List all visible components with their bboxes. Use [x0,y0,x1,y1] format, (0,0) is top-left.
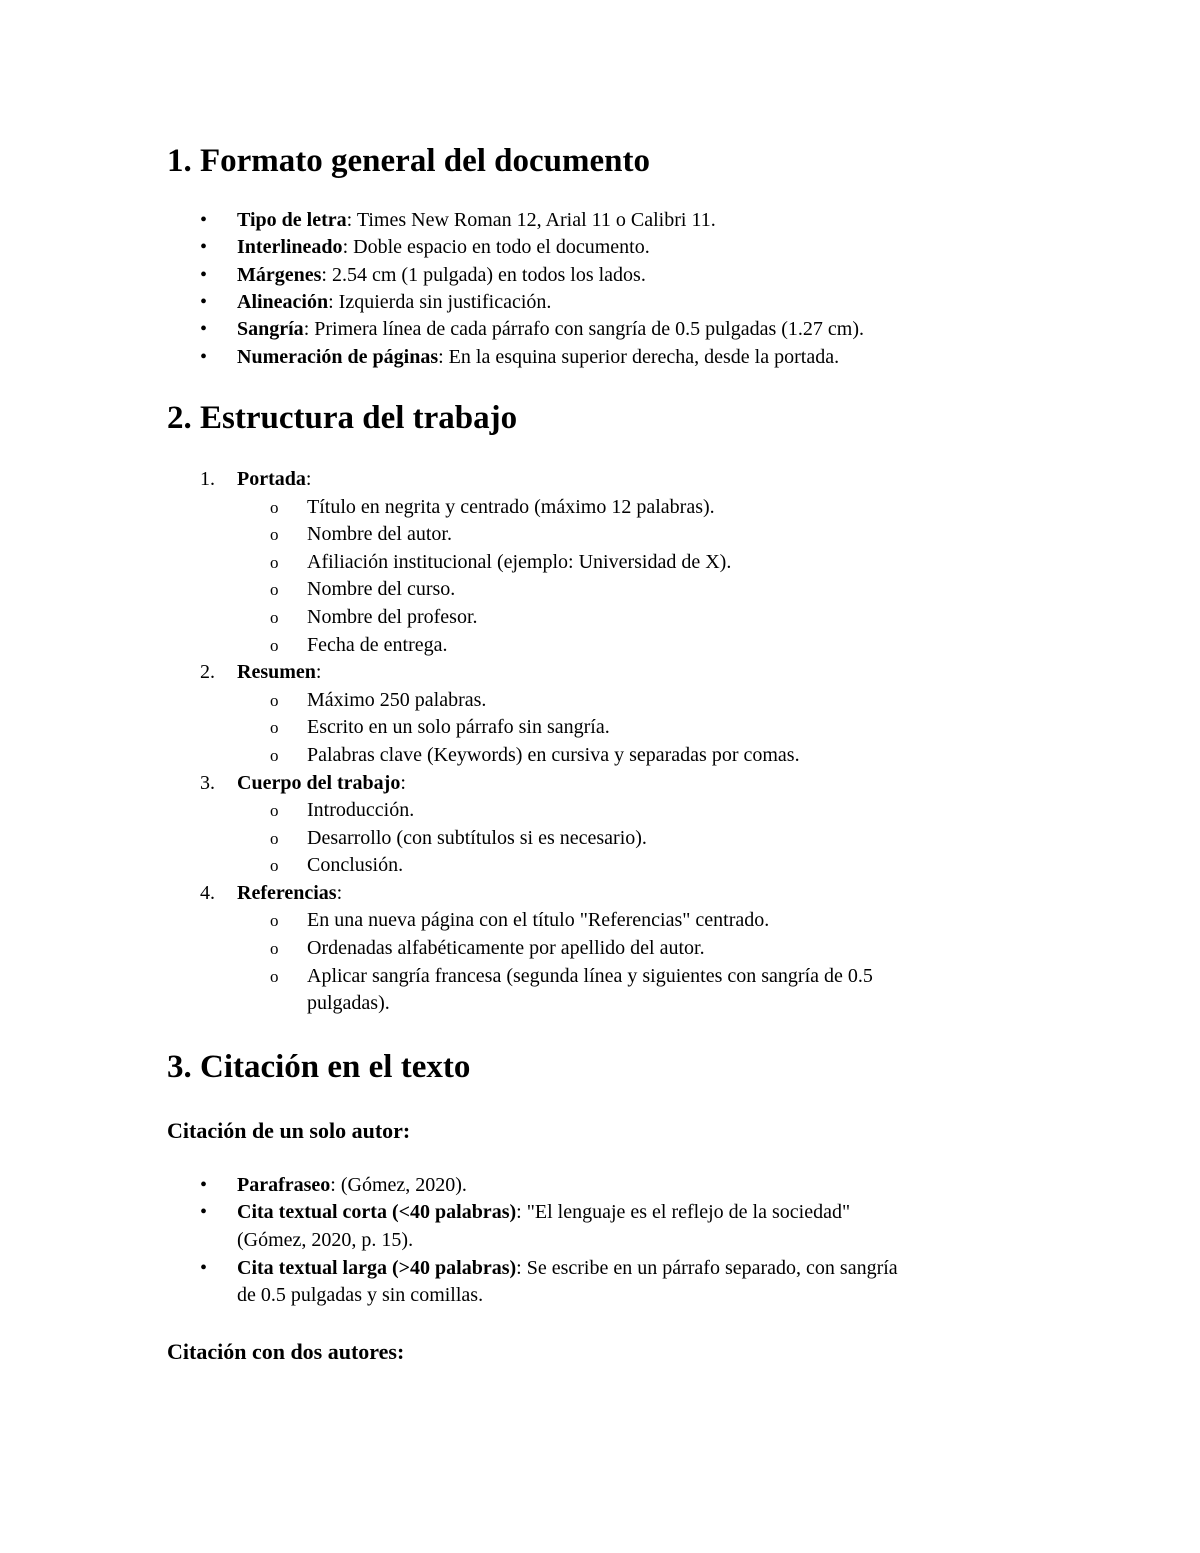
item-text: : Izquierda sin justificación. [328,291,552,313]
bullet-glyph: • [200,264,208,286]
sublist-item: Aplicar sangría francesa (segunda línea y siguientes con sangría de 0.5 [307,965,873,987]
item-text: : Se escribe en un párrafo separado, con sangría [516,1257,898,1279]
item-colon: : [305,468,312,490]
list-item [237,880,342,907]
list-number: 3. [200,772,215,794]
circle-bullet: o [270,553,279,572]
bullet-glyph: • [200,291,208,313]
circle-bullet: o [270,746,279,765]
sublist-item: Máximo 250 palabras. [307,689,487,711]
item-label: Cita textual larga (>40 palabras) [237,1257,517,1279]
item-label: Interlineado [237,236,343,258]
circle-bullet: o [270,856,279,875]
sublist-item: Nombre del autor. [307,523,452,545]
sublist-item: Ordenadas alfabéticamente por apellido del autor. [307,937,705,959]
sublist-item: Fecha de entrega. [307,634,448,656]
subsection-heading: Citación de un solo autor: [167,1118,411,1143]
circle-bullet: o [270,829,279,848]
sublist-item: Introducción. [307,799,415,821]
circle-bullet: o [270,608,279,627]
item-text: : Primera línea de cada párrafo con sangría de 0.5 pulgadas (1.27 cm). [303,318,865,340]
list-item [237,659,321,686]
item-colon: : [315,661,322,683]
circle-bullet: o [270,525,279,544]
bullet-glyph: • [200,318,208,340]
item-label: Márgenes [237,264,322,286]
subsection-heading: Citación con dos autores: [167,1339,405,1364]
item-text: : Doble espacio en todo el documento. [342,236,650,258]
list-item [237,289,551,316]
list-item-continuation: (Gómez, 2020, p. 15). [237,1229,414,1251]
sublist-item: Conclusión. [307,854,404,876]
item-label: Portada [237,468,306,490]
bullet-glyph: • [200,209,208,231]
sublist-item-continuation: pulgadas). [307,992,390,1014]
item-label: Cuerpo del trabajo [237,772,401,794]
list-item [237,1199,850,1226]
list-item [237,316,864,343]
circle-bullet: o [270,691,279,710]
item-label: Parafraseo [237,1174,331,1196]
list-number: 2. [200,661,215,683]
sublist-item: Desarrollo (con subtítulos si es necesario). [307,827,647,849]
circle-bullet: o [270,580,279,599]
item-text: : Times New Roman 12, Arial 11 o Calibri 11. [346,209,716,231]
sublist-item: Escrito en un solo párrafo sin sangría. [307,716,610,738]
bullet-glyph: • [200,1174,208,1196]
item-colon: : [336,882,343,904]
sublist-item: En una nueva página con el título "Referencias" centrado. [307,909,770,931]
item-label: Numeración de páginas [237,346,439,368]
section-heading: 3. Citación en el texto [167,1049,471,1085]
item-text: : 2.54 cm (1 pulgada) en todos los lados. [321,264,646,286]
item-text: : En la esquina superior derecha, desde la portada. [438,346,840,368]
list-item [237,344,839,371]
circle-bullet: o [270,718,279,737]
list-item [237,234,650,261]
sublist-item: Título en negrita y centrado (máximo 12 palabras). [307,496,715,518]
list-item [237,466,311,493]
bullet-glyph: • [200,346,208,368]
list-item [237,1172,467,1199]
item-label: Alineación [237,291,329,313]
item-label: Referencias [237,882,337,904]
item-label: Sangría [237,318,304,340]
item-text: : (Gómez, 2020). [330,1174,467,1196]
item-colon: : [400,772,406,794]
list-item [237,770,406,797]
list-number: 4. [200,882,215,904]
circle-bullet: o [270,498,279,517]
section-heading: 1. Formato general del documento [167,143,650,179]
list-item [237,1255,898,1282]
circle-bullet: o [270,911,279,930]
item-label: Resumen [237,661,316,683]
list-item-continuation: de 0.5 pulgadas y sin comillas. [237,1284,484,1306]
item-label: Cita textual corta (<40 palabras) [237,1201,517,1223]
sublist-item: Nombre del curso. [307,578,456,600]
sublist-item: Nombre del profesor. [307,606,478,628]
circle-bullet: o [270,939,279,958]
bullet-glyph: • [200,1201,208,1223]
list-item [237,207,716,234]
bullet-glyph: • [200,236,208,258]
circle-bullet: o [270,801,279,820]
item-label: Tipo de letra [237,209,347,231]
circle-bullet: o [270,967,279,986]
sublist-item: Palabras clave (Keywords) en cursiva y separadas por comas. [307,744,800,766]
list-number: 1. [200,468,215,490]
circle-bullet: o [270,636,279,655]
item-text: : "El lenguaje es el reflejo de la sociedad" [516,1201,851,1223]
list-item [237,262,646,289]
section-heading: 2. Estructura del trabajo [167,400,518,436]
bullet-glyph: • [200,1257,208,1279]
sublist-item: Afiliación institucional (ejemplo: Universidad de X). [307,551,732,573]
